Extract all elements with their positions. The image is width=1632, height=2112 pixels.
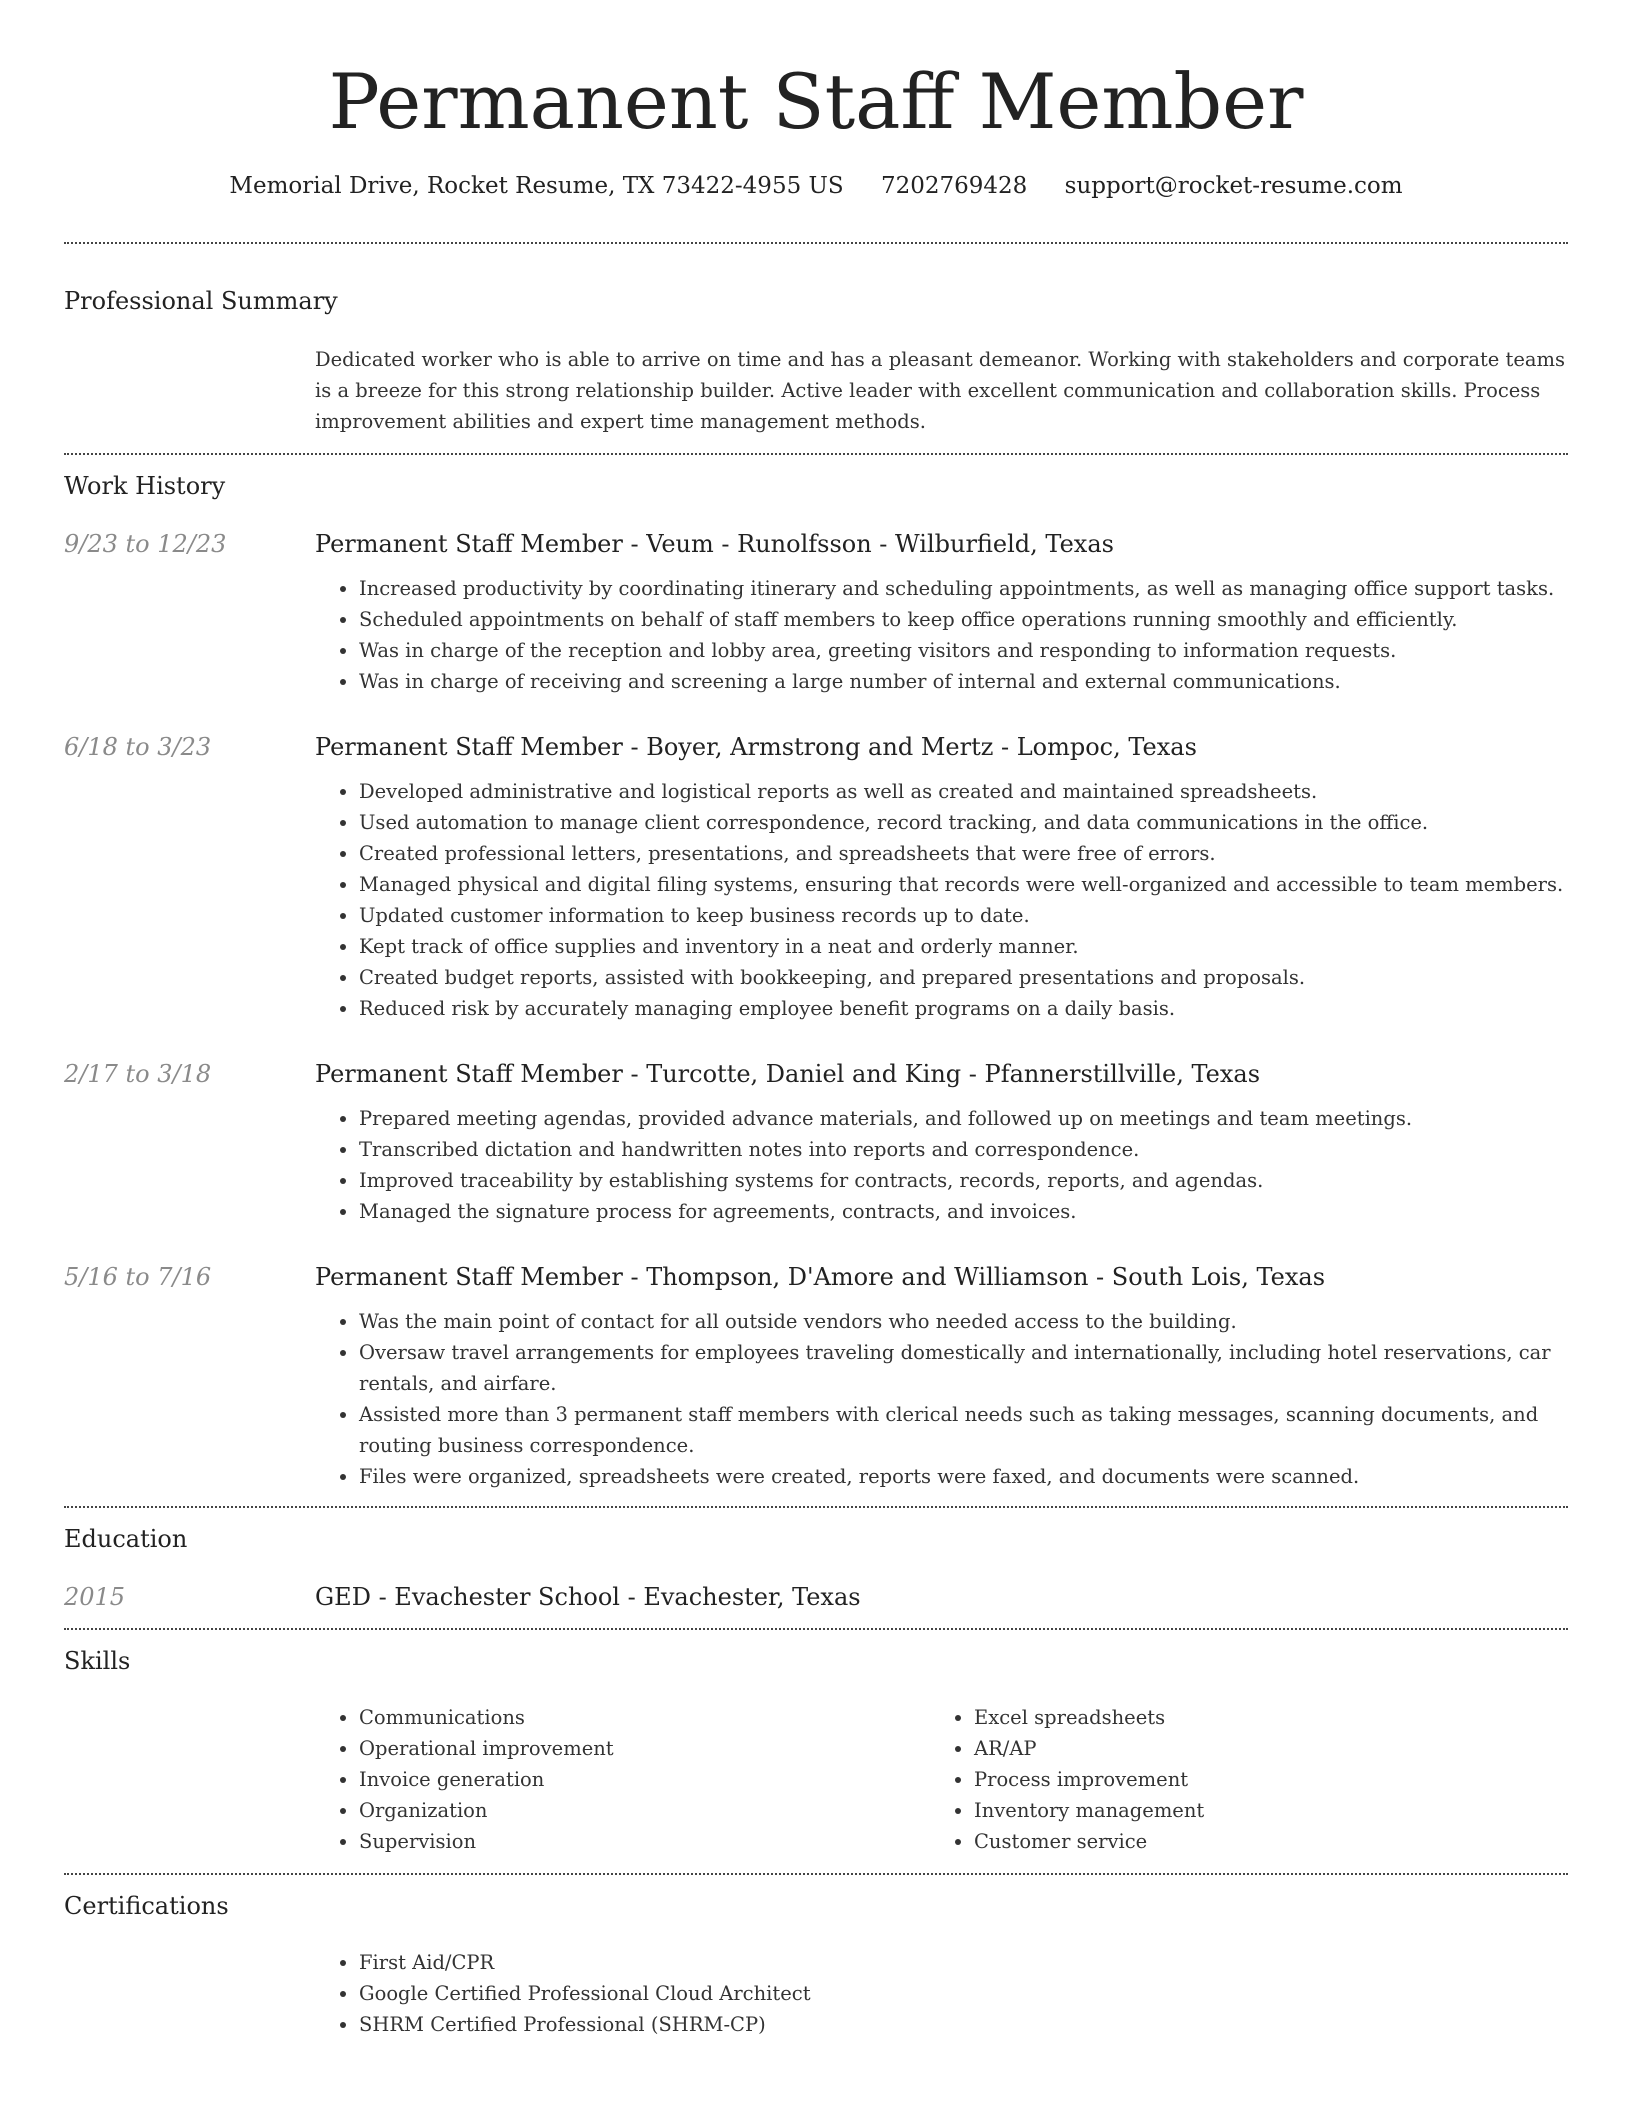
certification-item: • SHRM Certified Professional (SHRM-CP) bbox=[359, 2009, 1568, 2040]
skill-item: • Organization bbox=[359, 1795, 930, 1826]
divider bbox=[64, 242, 1568, 244]
job-bullet: • Managed physical and digital filing systems, ensuring that records were well-organized and accessible to team members. bbox=[359, 869, 1568, 900]
job-bullet: • Kept track of office supplies and inventory in a neat and orderly manner. bbox=[359, 931, 1568, 962]
job-entry bbox=[64, 1260, 1568, 1506]
skills-list-left bbox=[315, 1702, 930, 1857]
job-dates: 9/23 to 12/23 bbox=[64, 530, 227, 558]
summary-text: Dedicated worker who is able to arrive on time and has a pleasant demeanor. Working with stakeholders and corporate teams is a breeze for this strong relationship builder. Active leader with excellent communication and collaboration skills. Process improvement abilities and expert time management methods. bbox=[315, 348, 1566, 433]
job-bullet: • Reduced risk by accurately managing employee benefit programs on a daily basis. bbox=[359, 993, 1568, 1024]
candidate-name: Permanent Staff Member bbox=[328, 57, 1304, 146]
skills-section bbox=[64, 1630, 1568, 1873]
education-year: 2015 bbox=[64, 1583, 126, 1611]
certifications-list bbox=[315, 1947, 1568, 2040]
skill-item: • Operational improvement bbox=[359, 1733, 930, 1764]
job-bullet: • Used automation to manage client correspondence, record tracking, and data communications in the office. bbox=[359, 807, 1568, 838]
job-heading: Permanent Staff Member - Thompson, D'Amore and Williamson - South Lois, Texas bbox=[315, 1263, 1326, 1291]
job-bullet: • Prepared meeting agendas, provided advance materials, and followed up on meetings and team meetings. bbox=[359, 1103, 1568, 1134]
skills-list-right bbox=[930, 1702, 1545, 1857]
certification-item: • First Aid/CPR bbox=[359, 1947, 1568, 1978]
job-bullet: • Updated customer information to keep business records up to date. bbox=[359, 900, 1568, 931]
address: Memorial Drive, Rocket Resume, TX 73422-4955 US bbox=[229, 173, 844, 199]
contact-line bbox=[64, 170, 1568, 202]
job-bullet: • Scheduled appointments on behalf of staff members to keep office operations running smoothly and efficiently. bbox=[359, 604, 1568, 635]
resume-page bbox=[64, 0, 1568, 2040]
email: support@rocket-resume.com bbox=[1064, 173, 1403, 199]
phone: 7202769428 bbox=[880, 173, 1028, 199]
skill-item: • Inventory management bbox=[974, 1795, 1545, 1826]
section-title-skills: Skills bbox=[64, 1647, 131, 1675]
job-heading: Permanent Staff Member - Veum - Runolfsson - Wilburfield, Texas bbox=[315, 530, 1114, 558]
job-bullet: • Created professional letters, presentations, and spreadsheets that were free of errors. bbox=[359, 838, 1568, 869]
job-bullet: • Managed the signature process for agreements, contracts, and invoices. bbox=[359, 1196, 1568, 1227]
section-title-certifications: Certifications bbox=[64, 1892, 229, 1920]
job-entry bbox=[64, 730, 1568, 1024]
job-bullet: • Increased productivity by coordinating itinerary and scheduling appointments, as well as managing office support tasks. bbox=[359, 573, 1568, 604]
job-dates: 2/17 to 3/18 bbox=[64, 1060, 212, 1088]
skill-item: • Process improvement bbox=[974, 1764, 1545, 1795]
job-dates: 5/16 to 7/16 bbox=[64, 1263, 212, 1291]
job-bullets bbox=[315, 573, 1568, 697]
job-bullet: • Was the main point of contact for all outside vendors who needed access to the building. bbox=[359, 1306, 1568, 1337]
section-title-education: Education bbox=[64, 1525, 188, 1553]
job-bullets bbox=[315, 1306, 1568, 1492]
job-entry bbox=[64, 1057, 1568, 1227]
education-entry: GED - Evachester School - Evachester, Texas bbox=[315, 1583, 861, 1611]
certification-item: • Google Certified Professional Cloud Architect bbox=[359, 1978, 1568, 2009]
skill-item: • Supervision bbox=[359, 1826, 930, 1857]
job-bullet: • Was in charge of receiving and screening a large number of internal and external communications. bbox=[359, 666, 1568, 697]
section-title-summary: Professional Summary bbox=[64, 287, 338, 315]
job-entry bbox=[64, 527, 1568, 697]
skill-item: • Excel spreadsheets bbox=[974, 1702, 1545, 1733]
job-bullet: • Assisted more than 3 permanent staff members with clerical needs such as taking messages, scanning documents, and routing business correspondence. bbox=[359, 1399, 1568, 1461]
job-bullets bbox=[315, 776, 1568, 1024]
skill-item: • Customer service bbox=[974, 1826, 1545, 1857]
section-title-work: Work History bbox=[64, 472, 226, 500]
job-bullet: • Improved traceability by establishing systems for contracts, records, reports, and agendas. bbox=[359, 1165, 1568, 1196]
skill-item: • Invoice generation bbox=[359, 1764, 930, 1795]
job-bullet: • Was in charge of the reception and lobby area, greeting visitors and responding to information requests. bbox=[359, 635, 1568, 666]
job-bullet: • Oversaw travel arrangements for employees traveling domestically and internationally, including hotel reservations, car rentals, and airfare. bbox=[359, 1337, 1568, 1399]
job-heading: Permanent Staff Member - Boyer, Armstrong and Mertz - Lompoc, Texas bbox=[315, 733, 1197, 761]
job-bullet: • Files were organized, spreadsheets were created, reports were faxed, and documents were scanned. bbox=[359, 1461, 1568, 1492]
job-bullet: • Developed administrative and logistical reports as well as created and maintained spreadsheets. bbox=[359, 776, 1568, 807]
work-history-section bbox=[64, 455, 1568, 1506]
summary-section bbox=[64, 284, 1568, 453]
job-bullet: • Created budget reports, assisted with bookkeeping, and prepared presentations and proposals. bbox=[359, 962, 1568, 993]
job-bullet: • Transcribed dictation and handwritten notes into reports and correspondence. bbox=[359, 1134, 1568, 1165]
job-heading: Permanent Staff Member - Turcotte, Daniel and King - Pfannerstillville, Texas bbox=[315, 1060, 1261, 1088]
skill-item: • Communications bbox=[359, 1702, 930, 1733]
skill-item: • AR/AP bbox=[974, 1733, 1545, 1764]
job-dates: 6/18 to 3/23 bbox=[64, 733, 212, 761]
certifications-section bbox=[64, 1875, 1568, 2040]
job-bullets bbox=[315, 1103, 1568, 1227]
education-section bbox=[64, 1508, 1568, 1628]
